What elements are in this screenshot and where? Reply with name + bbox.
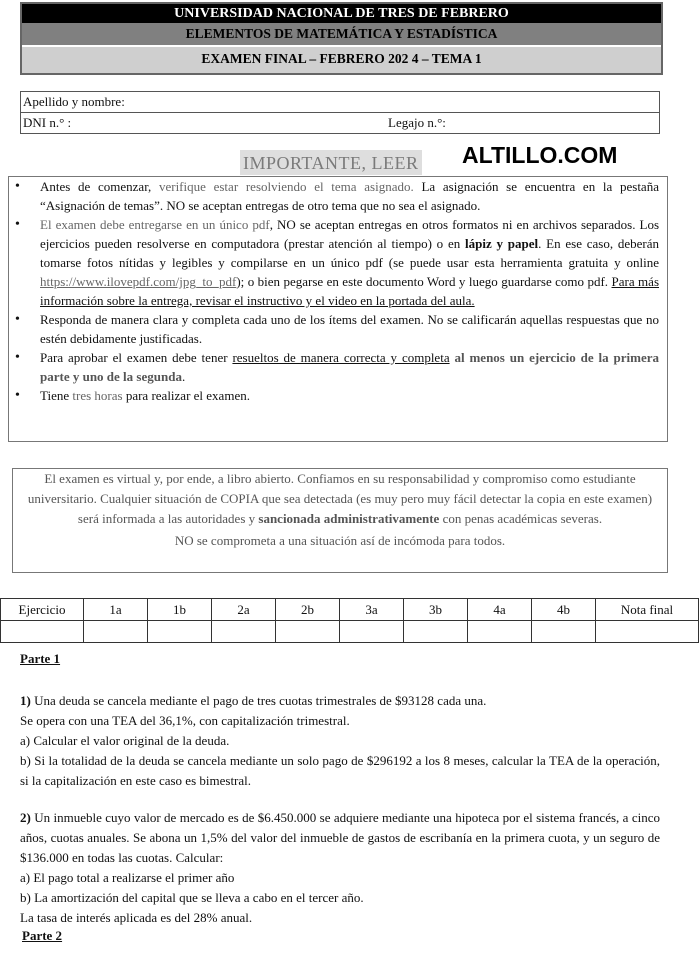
grade-header-cell: 1b — [148, 599, 212, 621]
name-label: Apellido y nombre: — [23, 94, 125, 109]
ilovepdf-link[interactable]: https://www.ilovepdf.com/jpg_to_pdf — [40, 274, 237, 289]
legajo-field[interactable]: Legajo n.°: — [388, 115, 446, 130]
grade-header-cell: Nota final — [596, 599, 699, 621]
grade-cell[interactable] — [468, 621, 532, 643]
instruction-item: • Para aprobar el examen debe tener resueltos de manera correcta y completa al menos un ejercicio de la primera parte y uno de la segunda. — [9, 348, 667, 386]
grade-cell[interactable] — [148, 621, 212, 643]
question-2 — [20, 808, 660, 928]
question-1b: b) Si la totalidad de la deuda se cancela mediante un solo pago de $296192 a los 8 meses, calcular la TEA de la operación, si la capitalización en este caso es bimestral. — [20, 753, 660, 788]
question-2b: b) La amortización del capital que se lleva a cabo en el tercer año. — [20, 890, 364, 905]
dni-row — [21, 112, 659, 133]
grade-header-cell: 4a — [468, 599, 532, 621]
question-2-rate: La tasa de interés aplicada es del 28% anual. — [20, 910, 253, 925]
grade-cell[interactable] — [340, 621, 404, 643]
grade-cell[interactable] — [276, 621, 340, 643]
instruction-item: • Responda de manera clara y completa cada uno de los ítems del examen. No se calificarán aquellas respuestas que no estén debidamente justificadas. — [9, 310, 667, 348]
grade-header-cell: 4b — [532, 599, 596, 621]
name-field[interactable] — [21, 92, 659, 112]
grade-cell[interactable] — [1, 621, 84, 643]
grade-cell[interactable] — [212, 621, 276, 643]
grade-value-row — [1, 621, 699, 643]
grade-table — [0, 598, 699, 643]
dni-field[interactable]: DNI n.° : — [23, 115, 72, 130]
instruction-item: • Antes de comenzar, verifique estar resolviendo el tema asignado. La asignación se encuentra en la pestaña “Asignación de temas”. NO se aceptan entregas de otro tema que no sea el asignado. — [9, 177, 667, 215]
student-id-box — [20, 91, 660, 134]
course-title: ELEMENTOS DE MATEMÁTICA Y ESTADÍSTICA — [22, 23, 661, 45]
notice-warning: NO se comprometa a una situación así de incómoda para todos. — [174, 533, 506, 548]
grade-header-cell: 3b — [404, 599, 468, 621]
exam-header — [20, 2, 663, 75]
question-2-statement: 2) Un inmueble cuyo valor de mercado es de $6.450.000 se adquiere mediante una hipoteca por el sistema francés, a cinco años, cuotas anuales. Se abona un 1,5% del valor del inmueble de gastos de escribanía en la primera cuota, y un seguro de $136.000 en todas las cuotas. Calcular: — [20, 810, 660, 865]
part2-title: Parte 2 — [22, 928, 63, 943]
university-title: UNIVERSIDAD NACIONAL DE TRES DE FEBRERO — [22, 4, 661, 23]
grade-cell[interactable] — [404, 621, 468, 643]
instruction-item: • El examen debe entregarse en un único pdf, NO se aceptan entregas en otros formatos ni en archivos separados. Los ejercicios pueden resolverse en computadora (prestar atención al tiempo) o en lápiz y papel. En ese caso, deberán tomarse fotos nítidas y legibles y compilarse en un único pdf (se puede usar esta herramienta gratuita y online https://www.ilovepdf.com/jpg_to_pdf); o bien pegarse en este documento Word y luego guardarse como pdf. Para más información sobre la entrega, revisar el instructivo y el video en la portada del aula. — [9, 215, 667, 310]
question-1-line2: Se opera con una TEA del 36,1%, con capitalización trimestral. — [20, 713, 350, 728]
exam-title: EXAMEN FINAL – FEBRERO 202 4 – TEMA 1 — [22, 45, 661, 73]
grade-header-cell: 1a — [84, 599, 148, 621]
instruction-item: • Tiene tres horas para realizar el examen. — [9, 386, 667, 405]
question-1 — [20, 691, 660, 791]
notice-paragraph: El examen es virtual y, por ende, a libro abierto. Confiamos en su responsabilidad y compromiso como estudiante universitario. Cualquier situación de COPIA que sea detectada (es muy pero muy fácil detectar la copia en este examen) será informada a las autoridades y sancionada administrativamente con penas académicas severas. — [27, 471, 653, 526]
grade-header-cell: 2a — [212, 599, 276, 621]
instructions-box — [8, 176, 668, 442]
grade-header-cell: 3a — [340, 599, 404, 621]
grade-cell[interactable] — [84, 621, 148, 643]
delivery-info-text: Para más información sobre la entrega, revisar el instructivo y el video en la portada del aula. — [40, 274, 659, 308]
grade-header-cell: 2b — [276, 599, 340, 621]
part1-title: Parte 1 — [20, 651, 61, 666]
watermark-logo: ALTILLO.COM — [462, 142, 618, 168]
question-1a: a) Calcular el valor original de la deuda. — [20, 733, 230, 748]
grade-cell[interactable] — [532, 621, 596, 643]
question-2a: a) El pago total a realizarse el primer año — [20, 870, 235, 885]
virtual-exam-notice — [12, 468, 668, 573]
grade-header-cell: Ejercicio — [1, 599, 84, 621]
grade-header-row — [1, 599, 699, 621]
important-heading: IMPORTANTE, LEER — [240, 150, 422, 175]
question-1-statement: 1) Una deuda se cancela mediante el pago de tres cuotas trimestrales de $93128 cada una. — [20, 693, 487, 708]
grade-cell[interactable] — [596, 621, 699, 643]
